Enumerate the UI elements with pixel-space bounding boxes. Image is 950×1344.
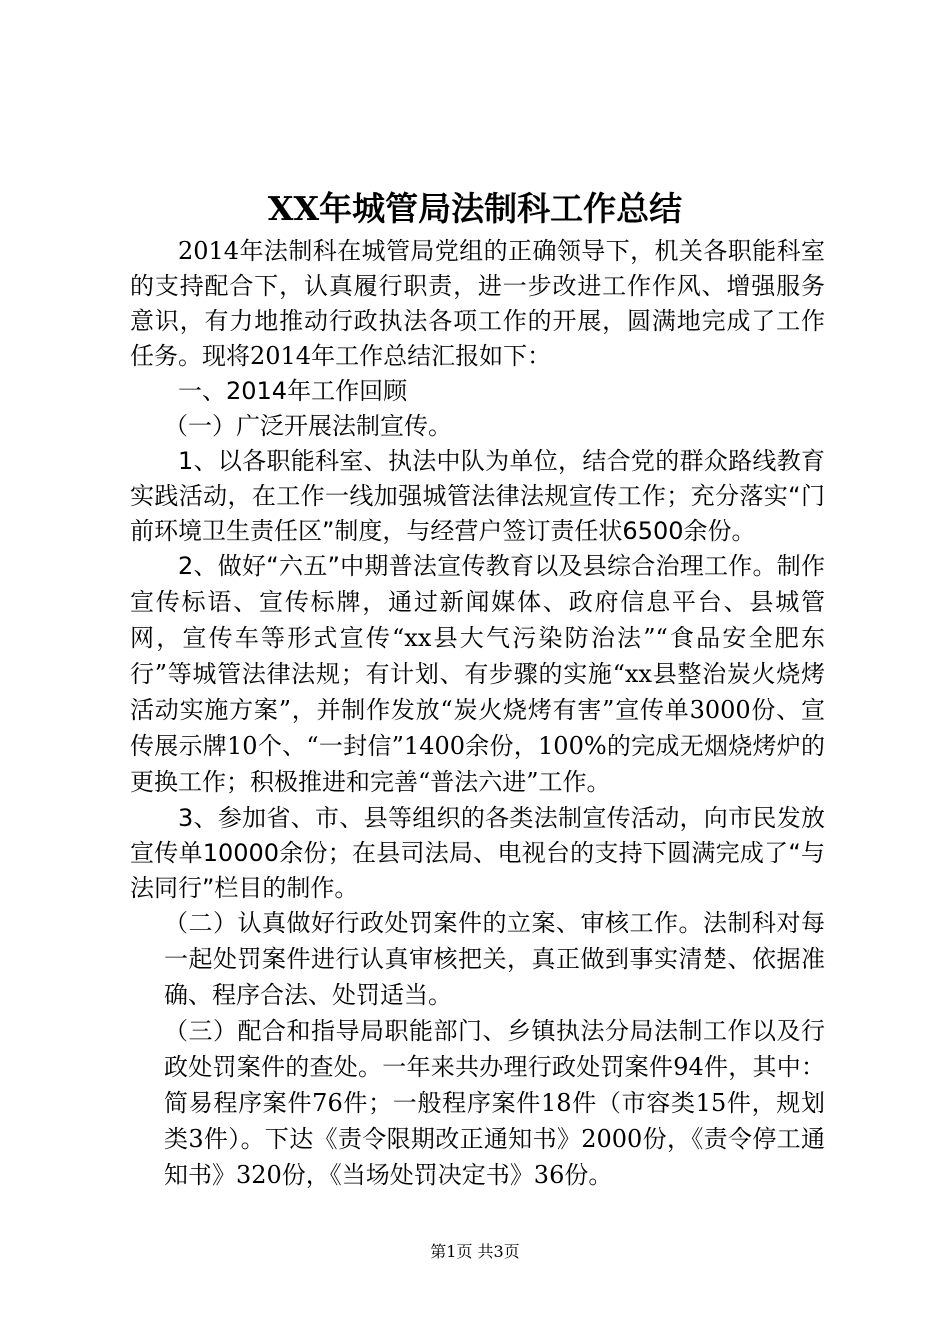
item-paragraph-3: 3、参加省、市、县等组织的各类法制宣传活动，向市民发放宣传单10000余份；在县司法局、电视台的支持下圆满完成了“与法同行”栏目的制作。 bbox=[130, 804, 825, 902]
item-paragraph-1: 1、以各职能科室、执法中队为单位，结合党的群众路线教育实践活动，在工作一线加强城管法律法规宣传工作；充分落实“门前环境卫生责任区”制度，与经营户签订责任状6500余份。 bbox=[130, 447, 825, 545]
subsection-paragraph-case-review bbox=[130, 906, 825, 1014]
document-body bbox=[130, 234, 825, 1194]
item-paragraph-2 bbox=[130, 549, 825, 801]
intro-paragraph: 2014年法制科在城管局党组的正确领导下，机关各职能科室的支持配合下，认真履行职责，进一步改进工作作风、增强服务意识，有力地推动行政执法各项工作的开展，圆满地完成了工作任务。现将2014年工作总结汇报如下： bbox=[130, 237, 825, 370]
subsection-heading-guidance: （三）配合和指导局职能部门、乡镇执法分局法制工作以及行政处罚案件的查处。 bbox=[164, 1017, 825, 1081]
item-2-lead: 2、做好“六五”中期普法宣传教育以及县综合治理工作。 bbox=[178, 552, 777, 580]
subsection-heading-case-review: （二）认真做好行政处罚案件的立案、审核工作。 bbox=[164, 909, 703, 937]
document-title: XX年城管局法制科工作总结 bbox=[267, 189, 683, 228]
item-2-body: 制作宣传标语、宣传标牌，通过新闻媒体、政府信息平台、县城管网，宣传车等形式宣传“xx县大气污染防治法”“食品安全肥东行”等城管法律法规；有计划、有步骤的实施“xx县整治炭火烧烤活动实施方案”，并制作发放“炭火烧烤有害”宣传单3000份、宣传展示牌10个、“一封信”1400余份，100%的完成无烟烧烤炉的更换工作；积极推进和完善“普法六进”工作。 bbox=[130, 552, 826, 796]
guidance-body: 一年来共办理行政处罚案件94件，其中：简易程序案件76件；一般程序案件18件（市容类15件，规划类3件）。下达《责令限期改正通知书》2000份，《责令停工通知书》320份，《当场处罚决定书》36份。 bbox=[164, 1053, 825, 1189]
subsection-heading-publicity: （一）广泛开展法制宣传。 bbox=[164, 412, 452, 440]
page-footer: 第1页 共3页 bbox=[430, 1242, 520, 1261]
case-review-body: 法制科对每一起处罚案件进行认真审核把关，真正做到事实清楚、依据准确、程序合法、处罚适当。 bbox=[164, 909, 825, 1009]
subsection-paragraph-guidance bbox=[130, 1014, 825, 1194]
section-heading-review: 一、2014年工作回顾 bbox=[178, 377, 408, 405]
